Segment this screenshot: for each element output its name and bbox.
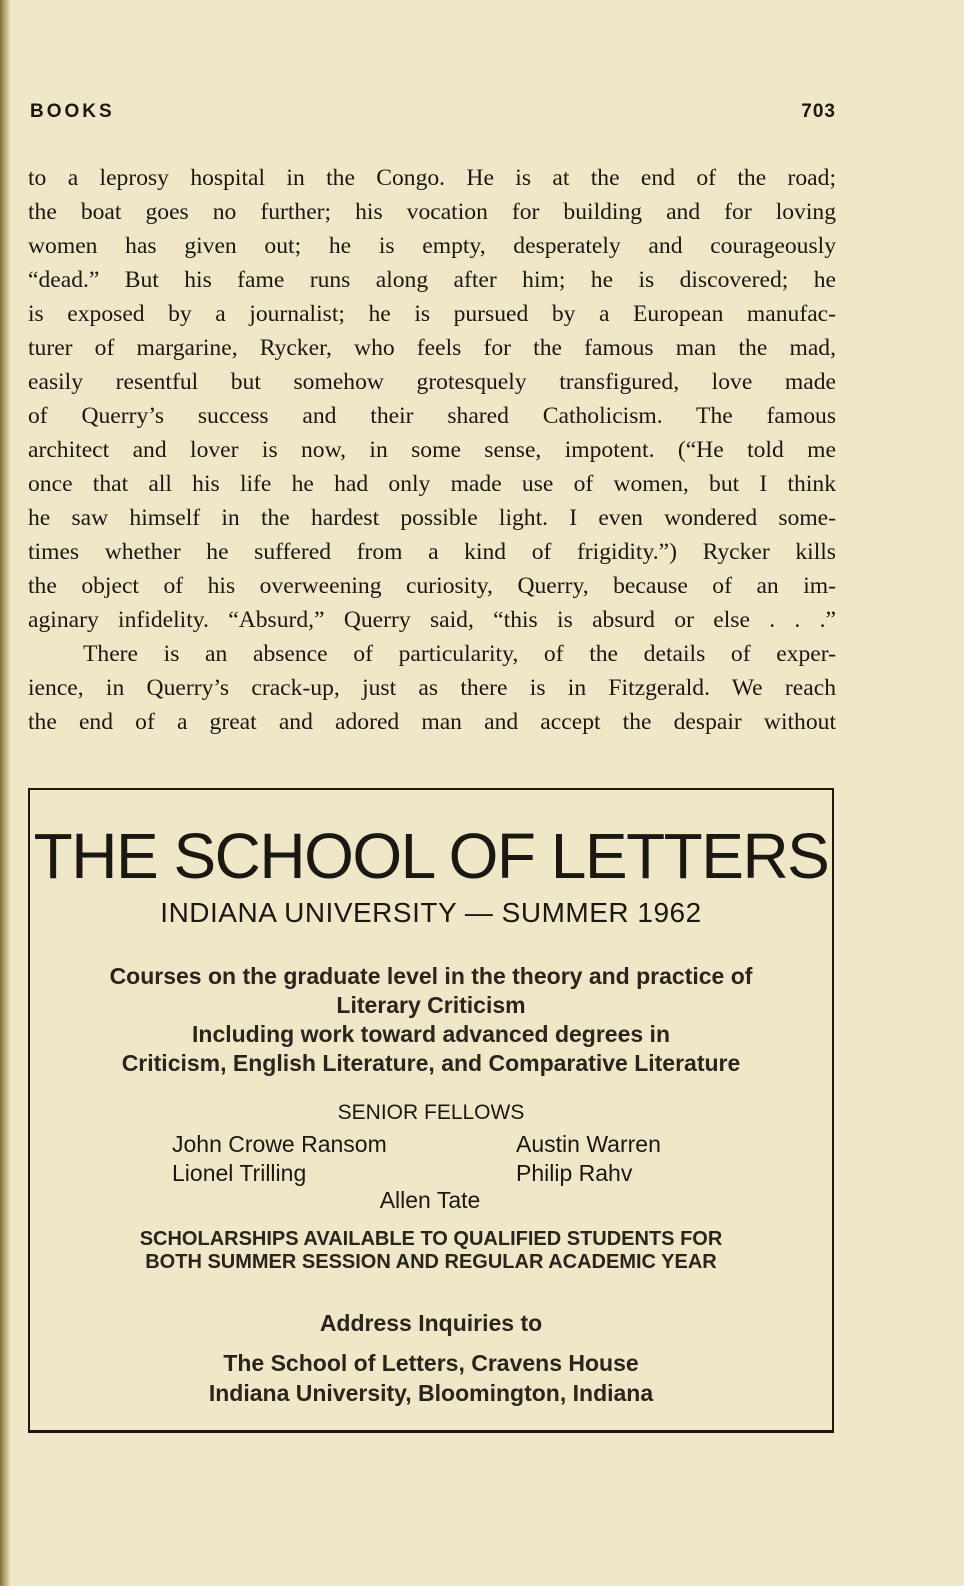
text-line: the end of a great and adored man and accept the despair without: [28, 709, 836, 735]
mailing-address: [30, 1348, 832, 1408]
scholarships-line: BOTH SUMMER SESSION AND REGULAR ACADEMIC YEAR: [145, 1251, 717, 1273]
text-line: “dead.” But his fame runs along after him; he is discovered; he: [28, 267, 836, 293]
senior-fellows-heading: SENIOR FELLOWS: [337, 1101, 525, 1124]
text-line: easily resentful but somehow grotesquely transfigured, love made: [28, 369, 836, 395]
address-line: The School of Letters, Cravens House: [223, 1350, 639, 1376]
text-line: women has given out; he is empty, desperately and courageously: [28, 233, 836, 259]
text-line: to a leprosy hospital in the Congo. He is at the end of the road;: [28, 165, 836, 191]
courses-line: Courses on the graduate level in the theory and practice of: [109, 963, 753, 989]
text-line: aginary infidelity. “Absurd,” Querry said, “this is absurd or else . . .”: [28, 607, 836, 633]
courses-line: Criticism, English Literature, and Comparative Literature: [121, 1050, 741, 1076]
ad-courses-description: [30, 962, 832, 1078]
text-line: once that all his life he had only made use of women, but I think: [28, 471, 836, 497]
running-head: [28, 101, 836, 125]
body-text: [28, 161, 836, 739]
text-line: times whether he suffered from a kind of frigidity.”) Rycker kills: [28, 539, 836, 565]
page-number: 703: [801, 101, 836, 122]
ad-title: THE SCHOOL OF LETTERS: [33, 820, 829, 892]
text-line: of Querry’s success and their shared Catholicism. The famous: [28, 403, 836, 429]
text-line: ience, in Querry’s crack-up, just as there is in Fitzgerald. We reach: [28, 675, 836, 701]
text-line: architect and lover is now, in some sense, impotent. (“He told me: [28, 437, 836, 463]
text-line: is exposed by a journalist; he is pursued by a European manufac-: [28, 301, 836, 327]
text-line-paragraph-start: There is an absence of particularity, of the details of exper-: [83, 641, 836, 667]
text-line: turer of margarine, Rycker, who feels for the famous man the mad,: [28, 335, 836, 361]
school-of-letters-advertisement: [28, 788, 834, 1433]
fellow-name: Allen Tate: [379, 1187, 481, 1213]
fellow-name: Philip Rahv: [516, 1160, 633, 1186]
scholarships-notice: [30, 1228, 832, 1274]
ad-subtitle: INDIANA UNIVERSITY — SUMMER 1962: [160, 897, 702, 928]
courses-line: Literary Criticism: [336, 992, 526, 1018]
address-heading: Address Inquiries to: [319, 1310, 543, 1336]
text-line: the object of his overweening curiosity, Querry, because of an im-: [28, 573, 836, 599]
book-page: [28, 0, 836, 1586]
address-line: Indiana University, Bloomington, Indiana: [208, 1380, 654, 1406]
fellow-name: Lionel Trilling: [172, 1160, 307, 1186]
fellow-name: Austin Warren: [516, 1131, 661, 1157]
page-binding-edge: [0, 0, 10, 1586]
fellow-name: John Crowe Ransom: [172, 1131, 387, 1157]
text-line: he saw himself in the hardest possible light. I even wondered some-: [28, 505, 836, 531]
section-title: BOOKS: [30, 101, 115, 122]
text-line: the boat goes no further; his vocation for building and for loving: [28, 199, 836, 225]
scholarships-line: SCHOLARSHIPS AVAILABLE TO QUALIFIED STUDENTS FOR: [139, 1228, 723, 1250]
courses-line: Including work toward advanced degrees in: [192, 1021, 670, 1047]
